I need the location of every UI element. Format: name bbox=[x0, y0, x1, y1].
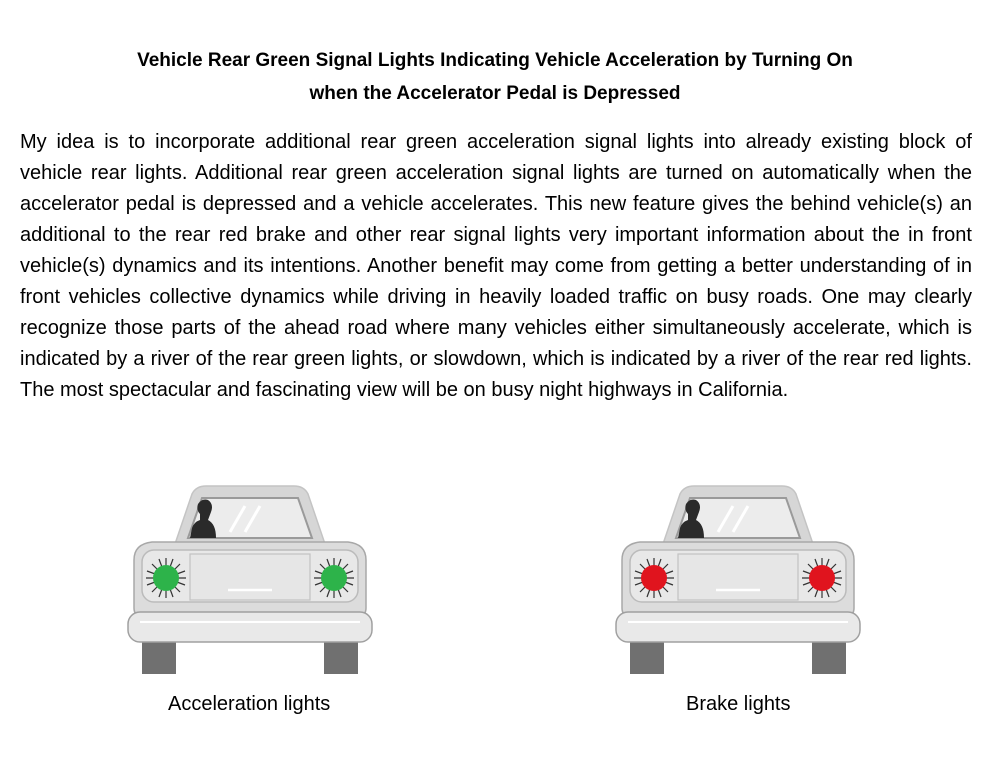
right-wheel bbox=[812, 642, 846, 674]
acceleration-lights-caption: Acceleration lights bbox=[168, 693, 331, 715]
body-paragraph: My idea is to incorporate additional rear green acceleration signal lights into already existing block of vehicle rear lights. Additional rear green acceleration signal lights are turned on automatically when the accelerator pedal is depressed and a vehicle accelerates. This new feature gives the behind vehicle(s) an additional to the rear red brake and other rear signal lights very important information about the in front vehicle(s) dynamics and its intentions. Another benefit may come from getting a better understanding of in front vehicles collective dynamics while driving in heavily loaded traffic on busy roads. One may clearly recognize those parts of the ahead road where many vehicles either simultaneously accelerate, which is indicated by a river of the rear green lights, or slowdown, which is indicated by a river of the rear red lights. The most spectacular and fascinating view will be on busy night highways in California. bbox=[20, 131, 972, 401]
trunk-panel bbox=[678, 554, 798, 600]
title-line-1: Vehicle Rear Green Signal Lights Indicating Vehicle Acceleration by Turning On bbox=[137, 50, 853, 71]
rear-bumper bbox=[616, 612, 860, 642]
car-rear-icon bbox=[608, 482, 868, 682]
right-brake-light bbox=[802, 558, 842, 598]
trunk-panel bbox=[190, 554, 310, 600]
left-wheel bbox=[630, 642, 664, 674]
brake-car-illustration bbox=[608, 482, 868, 682]
document-title bbox=[0, 44, 990, 110]
brake-lights-caption: Brake lights bbox=[686, 693, 791, 715]
right-signal-light bbox=[314, 558, 354, 598]
title-line-2: when the Accelerator Pedal is Depressed bbox=[309, 83, 681, 104]
car-rear-icon bbox=[120, 482, 380, 682]
left-wheel bbox=[142, 642, 176, 674]
rear-bumper bbox=[128, 612, 372, 642]
right-wheel bbox=[324, 642, 358, 674]
left-brake-light bbox=[634, 558, 674, 598]
left-signal-light bbox=[146, 558, 186, 598]
acceleration-car-illustration bbox=[120, 482, 380, 682]
